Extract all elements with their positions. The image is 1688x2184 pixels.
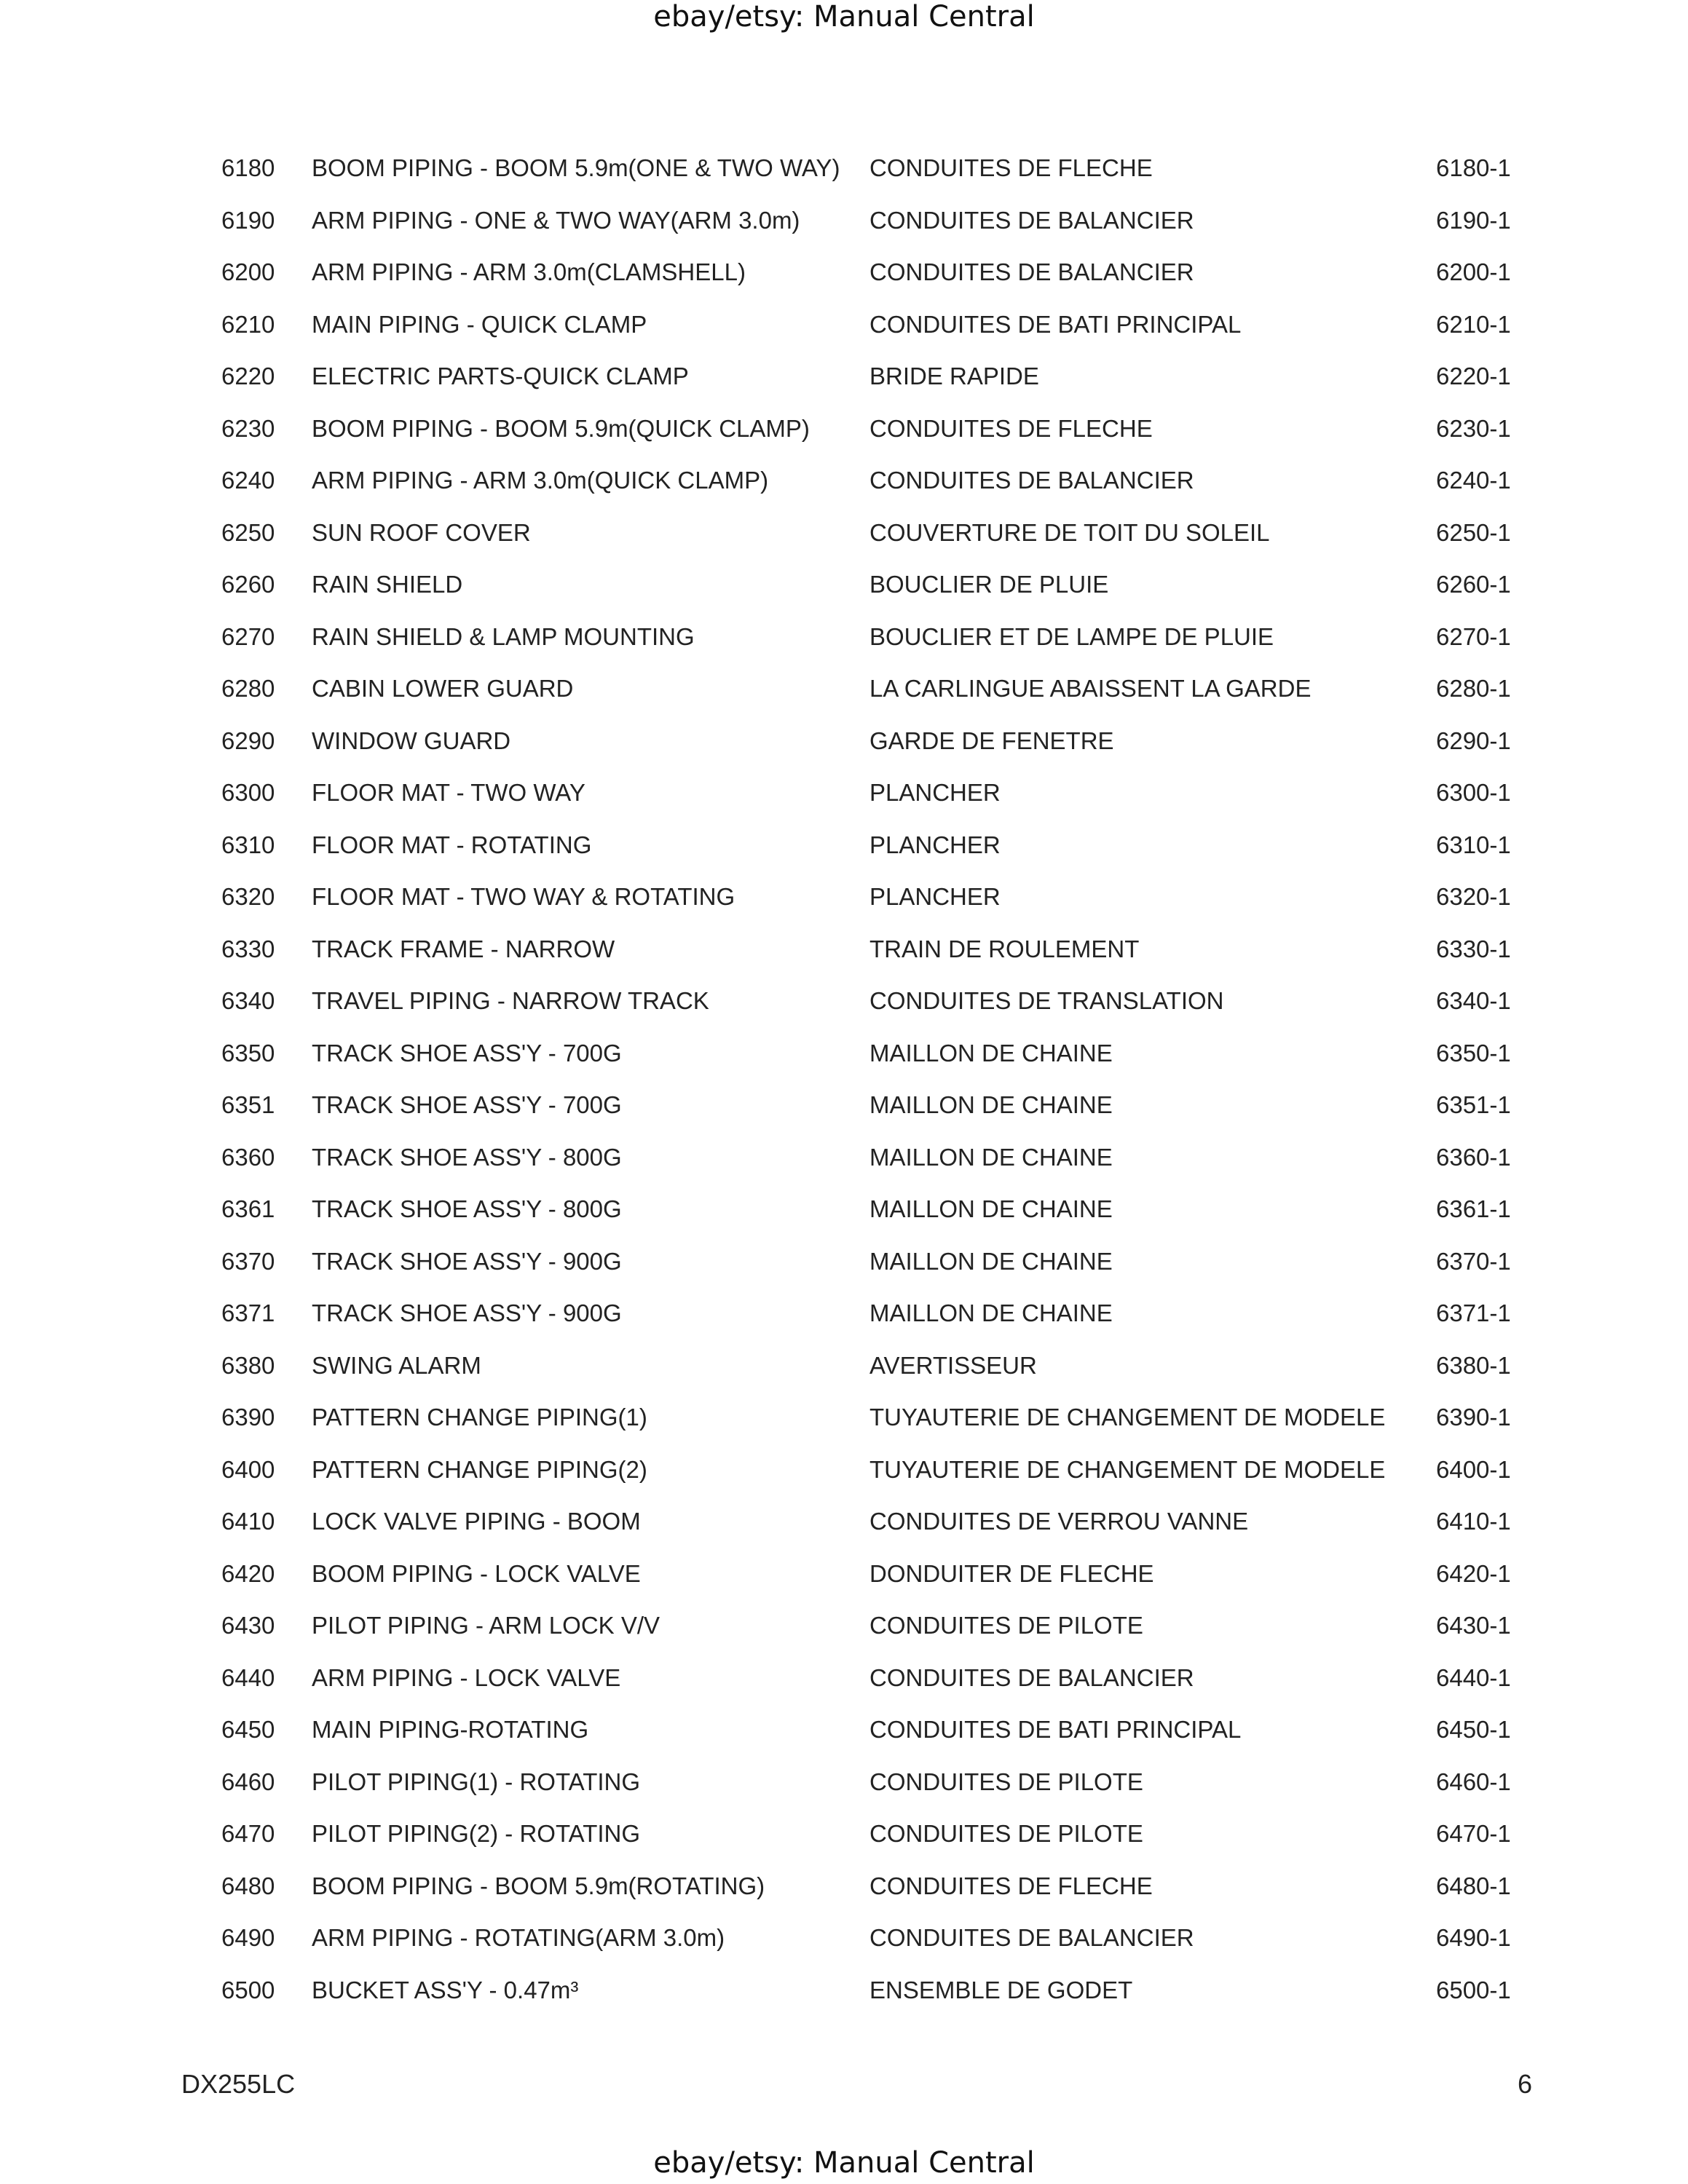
section-title-en: ARM PIPING - ARM 3.0m(QUICK CLAMP) — [312, 467, 769, 494]
section-number: 6490 — [221, 1924, 275, 1951]
section-number: 6260 — [221, 571, 275, 598]
section-number: 6371 — [221, 1299, 275, 1326]
section-page-ref: 6240-1 — [1436, 467, 1511, 494]
list-item — [0, 569, 1688, 621]
list-item — [0, 1089, 1688, 1142]
list-item — [0, 413, 1688, 465]
section-title-fr: CONDUITES DE PILOTE — [869, 1612, 1143, 1639]
list-item — [0, 1662, 1688, 1714]
section-title-en: PATTERN CHANGE PIPING(2) — [312, 1455, 647, 1483]
section-number: 6480 — [221, 1872, 275, 1899]
section-title-en: BOOM PIPING - BOOM 5.9m(ONE & TWO WAY) — [312, 154, 840, 181]
contents-list — [0, 152, 1688, 2026]
section-number: 6351 — [221, 1091, 275, 1118]
list-item — [0, 1610, 1688, 1662]
section-number: 6450 — [221, 1716, 275, 1743]
section-title-fr: MAILLON DE CHAINE — [869, 1091, 1113, 1118]
section-page-ref: 6260-1 — [1436, 571, 1511, 598]
section-title-en: RAIN SHIELD — [312, 571, 463, 598]
section-page-ref: 6250-1 — [1436, 518, 1511, 546]
section-title-en: FLOOR MAT - TWO WAY & ROTATING — [312, 883, 735, 910]
section-title-en: PILOT PIPING(1) - ROTATING — [312, 1768, 641, 1795]
section-page-ref: 6360-1 — [1436, 1143, 1511, 1171]
section-title-en: BOOM PIPING - BOOM 5.9m(ROTATING) — [312, 1872, 765, 1899]
list-item — [0, 881, 1688, 933]
section-title-en: MAIN PIPING-ROTATING — [312, 1716, 589, 1743]
section-title-en: BOOM PIPING - LOCK VALVE — [312, 1559, 641, 1587]
watermark-top: ebay/etsy: Manual Central — [653, 0, 1035, 33]
footer-model: DX255LC — [181, 2069, 296, 2099]
section-page-ref: 6340-1 — [1436, 987, 1511, 1014]
section-number: 6460 — [221, 1768, 275, 1795]
section-title-en: SWING ALARM — [312, 1351, 481, 1379]
section-page-ref: 6351-1 — [1436, 1091, 1511, 1118]
section-title-fr: MAILLON DE CHAINE — [869, 1299, 1113, 1326]
section-number: 6270 — [221, 622, 275, 650]
section-number: 6361 — [221, 1195, 275, 1222]
section-number: 6380 — [221, 1351, 275, 1379]
section-title-en: ARM PIPING - ONE & TWO WAY(ARM 3.0m) — [312, 206, 800, 234]
section-title-fr: MAILLON DE CHAINE — [869, 1039, 1113, 1067]
section-title-en: TRACK SHOE ASS'Y - 800G — [312, 1143, 622, 1171]
section-title-fr: CONDUITES DE BALANCIER — [869, 1924, 1194, 1951]
section-number: 6400 — [221, 1455, 275, 1483]
section-title-en: TRAVEL PIPING - NARROW TRACK — [312, 987, 709, 1014]
list-item — [0, 1922, 1688, 1974]
section-title-en: MAIN PIPING - QUICK CLAMP — [312, 310, 647, 338]
section-title-fr: CONDUITES DE BATI PRINCIPAL — [869, 310, 1242, 338]
section-page-ref: 6310-1 — [1436, 831, 1511, 858]
section-title-en: TRACK SHOE ASS'Y - 700G — [312, 1039, 622, 1067]
list-item — [0, 1142, 1688, 1194]
section-title-fr: CONDUITES DE TRANSLATION — [869, 987, 1224, 1014]
section-number: 6470 — [221, 1820, 275, 1847]
section-title-en: TRACK FRAME - NARROW — [312, 935, 615, 962]
section-title-en: TRACK SHOE ASS'Y - 900G — [312, 1299, 622, 1326]
section-number: 6210 — [221, 310, 275, 338]
section-page-ref: 6420-1 — [1436, 1559, 1511, 1587]
section-title-fr: BRIDE RAPIDE — [869, 363, 1039, 389]
section-title-en: TRACK SHOE ASS'Y - 700G — [312, 1091, 622, 1118]
list-item — [0, 152, 1688, 205]
section-page-ref: 6361-1 — [1436, 1195, 1511, 1222]
section-title-en: BUCKET ASS'Y - 0.47m³ — [312, 1976, 579, 2003]
section-page-ref: 6300-1 — [1436, 779, 1511, 806]
section-title-fr: CONDUITES DE BALANCIER — [869, 206, 1194, 234]
section-page-ref: 6230-1 — [1436, 414, 1511, 442]
list-item — [0, 464, 1688, 517]
list-item — [0, 1766, 1688, 1819]
section-number: 6200 — [221, 258, 275, 285]
section-title-fr: BOUCLIER DE PLUIE — [869, 571, 1109, 598]
section-title-fr: BOUCLIER ET DE LAMPE DE PLUIE — [869, 622, 1274, 650]
section-title-fr: PLANCHER — [869, 831, 1001, 858]
section-number: 6310 — [221, 831, 275, 858]
list-item — [0, 777, 1688, 829]
list-item — [0, 1974, 1688, 2027]
list-item — [0, 933, 1688, 986]
section-title-fr: CONDUITES DE BALANCIER — [869, 1663, 1194, 1691]
section-number: 6250 — [221, 518, 275, 546]
list-item — [0, 1506, 1688, 1558]
section-title-fr: MAILLON DE CHAINE — [869, 1247, 1113, 1275]
section-title-en: TRACK SHOE ASS'Y - 900G — [312, 1247, 622, 1275]
list-item — [0, 309, 1688, 361]
section-number: 6230 — [221, 414, 275, 442]
section-page-ref: 6450-1 — [1436, 1716, 1511, 1743]
list-item — [0, 621, 1688, 673]
section-number: 6440 — [221, 1663, 275, 1691]
section-number: 6300 — [221, 779, 275, 806]
section-title-fr: CONDUITES DE PILOTE — [869, 1768, 1143, 1795]
section-number: 6420 — [221, 1559, 275, 1587]
section-title-en: FLOOR MAT - TWO WAY — [312, 779, 585, 806]
list-item — [0, 1870, 1688, 1923]
section-title-fr: PLANCHER — [869, 883, 1001, 910]
list-item — [0, 360, 1688, 413]
section-title-fr: CONDUITES DE VERROU VANNE — [869, 1508, 1249, 1535]
section-title-en: SUN ROOF COVER — [312, 518, 531, 546]
section-page-ref: 6270-1 — [1436, 622, 1511, 650]
section-title-en: PILOT PIPING - ARM LOCK V/V — [312, 1612, 660, 1639]
section-page-ref: 6370-1 — [1436, 1247, 1511, 1275]
section-number: 6390 — [221, 1404, 275, 1431]
section-page-ref: 6330-1 — [1436, 935, 1511, 962]
watermark-bottom: ebay/etsy: Manual Central — [653, 2146, 1035, 2180]
section-page-ref: 6350-1 — [1436, 1039, 1511, 1067]
section-title-fr: MAILLON DE CHAINE — [869, 1195, 1113, 1222]
section-title-en: ARM PIPING - LOCK VALVE — [312, 1663, 621, 1691]
section-page-ref: 6490-1 — [1436, 1924, 1511, 1951]
section-number: 6190 — [221, 206, 275, 234]
section-title-fr: PLANCHER — [869, 779, 1001, 806]
list-item — [0, 673, 1688, 725]
section-title-fr: CONDUITES DE BALANCIER — [869, 467, 1194, 494]
section-title-fr: CONDUITES DE BATI PRINCIPAL — [869, 1716, 1242, 1743]
section-title-en: LOCK VALVE PIPING - BOOM — [312, 1508, 641, 1535]
section-page-ref: 6430-1 — [1436, 1612, 1511, 1639]
section-title-fr: TUYAUTERIE DE CHANGEMENT DE MODELE — [869, 1455, 1386, 1483]
list-item — [0, 256, 1688, 309]
section-page-ref: 6500-1 — [1436, 1976, 1511, 2003]
section-page-ref: 6290-1 — [1436, 727, 1511, 754]
section-page-ref: 6320-1 — [1436, 883, 1511, 910]
section-page-ref: 6390-1 — [1436, 1404, 1511, 1431]
list-item — [0, 985, 1688, 1037]
section-title-en: ELECTRIC PARTS-QUICK CLAMP — [312, 363, 689, 389]
list-item — [0, 1350, 1688, 1402]
section-title-en: WINDOW GUARD — [312, 727, 511, 754]
section-number: 6220 — [221, 363, 275, 389]
section-number: 6370 — [221, 1247, 275, 1275]
section-title-fr: MAILLON DE CHAINE — [869, 1143, 1113, 1171]
section-title-en: FLOOR MAT - ROTATING — [312, 831, 592, 858]
section-page-ref: 6470-1 — [1436, 1820, 1511, 1847]
list-item — [0, 1037, 1688, 1090]
section-page-ref: 6440-1 — [1436, 1663, 1511, 1691]
section-title-fr: CONDUITES DE BALANCIER — [869, 258, 1194, 285]
section-title-fr: ENSEMBLE DE GODET — [869, 1976, 1133, 2003]
list-item — [0, 1454, 1688, 1506]
section-page-ref: 6280-1 — [1436, 675, 1511, 702]
section-number: 6340 — [221, 987, 275, 1014]
section-number: 6410 — [221, 1508, 275, 1535]
list-item — [0, 205, 1688, 257]
section-title-en: ARM PIPING - ROTATING(ARM 3.0m) — [312, 1924, 725, 1951]
section-page-ref: 6480-1 — [1436, 1872, 1511, 1899]
section-title-en: PILOT PIPING(2) - ROTATING — [312, 1820, 641, 1847]
list-item — [0, 1401, 1688, 1454]
section-title-en: PATTERN CHANGE PIPING(1) — [312, 1404, 647, 1431]
section-title-fr: CONDUITES DE PILOTE — [869, 1820, 1143, 1847]
section-number: 6500 — [221, 1976, 275, 2003]
list-item — [0, 1818, 1688, 1870]
section-number: 6290 — [221, 727, 275, 754]
list-item — [0, 1558, 1688, 1610]
section-page-ref: 6410-1 — [1436, 1508, 1511, 1535]
section-number: 6360 — [221, 1143, 275, 1171]
section-page-ref: 6190-1 — [1436, 206, 1511, 234]
list-item — [0, 1193, 1688, 1246]
footer-page-number: 6 — [1518, 2069, 1533, 2099]
section-title-fr: COUVERTURE DE TOIT DU SOLEIL — [869, 518, 1270, 546]
section-title-en: TRACK SHOE ASS'Y - 800G — [312, 1195, 622, 1222]
section-title-fr: TUYAUTERIE DE CHANGEMENT DE MODELE — [869, 1404, 1386, 1431]
section-page-ref: 6371-1 — [1436, 1299, 1511, 1326]
section-number: 6280 — [221, 675, 275, 702]
list-item — [0, 829, 1688, 882]
section-title-fr: AVERTISSEUR — [869, 1351, 1037, 1379]
section-number: 6350 — [221, 1039, 275, 1067]
list-item — [0, 1297, 1688, 1350]
section-number: 6240 — [221, 467, 275, 494]
section-page-ref: 6200-1 — [1436, 258, 1511, 285]
section-page-ref: 6460-1 — [1436, 1768, 1511, 1795]
section-title-fr: TRAIN DE ROULEMENT — [869, 935, 1140, 962]
section-title-fr: CONDUITES DE FLECHE — [869, 414, 1153, 442]
section-number: 6320 — [221, 883, 275, 910]
section-number: 6180 — [221, 154, 275, 181]
section-title-en: BOOM PIPING - BOOM 5.9m(QUICK CLAMP) — [312, 414, 810, 442]
section-page-ref: 6180-1 — [1436, 154, 1511, 181]
list-item — [0, 1714, 1688, 1766]
section-title-fr: LA CARLINGUE ABAISSENT LA GARDE — [869, 675, 1312, 702]
section-title-fr: GARDE DE FENETRE — [869, 727, 1114, 754]
section-title-fr: DONDUITER DE FLECHE — [869, 1559, 1154, 1587]
section-title-en: ARM PIPING - ARM 3.0m(CLAMSHELL) — [312, 258, 746, 285]
section-title-fr: CONDUITES DE FLECHE — [869, 1872, 1153, 1899]
section-number: 6330 — [221, 935, 275, 962]
section-title-fr: CONDUITES DE FLECHE — [869, 154, 1153, 181]
list-item — [0, 517, 1688, 569]
section-page-ref: 6380-1 — [1436, 1351, 1511, 1379]
section-page-ref: 6210-1 — [1436, 310, 1511, 338]
section-page-ref: 6220-1 — [1436, 363, 1511, 389]
list-item — [0, 1246, 1688, 1298]
section-number: 6430 — [221, 1612, 275, 1639]
section-title-en: RAIN SHIELD & LAMP MOUNTING — [312, 622, 695, 650]
section-title-en: CABIN LOWER GUARD — [312, 675, 574, 702]
list-item — [0, 725, 1688, 778]
section-page-ref: 6400-1 — [1436, 1455, 1511, 1483]
